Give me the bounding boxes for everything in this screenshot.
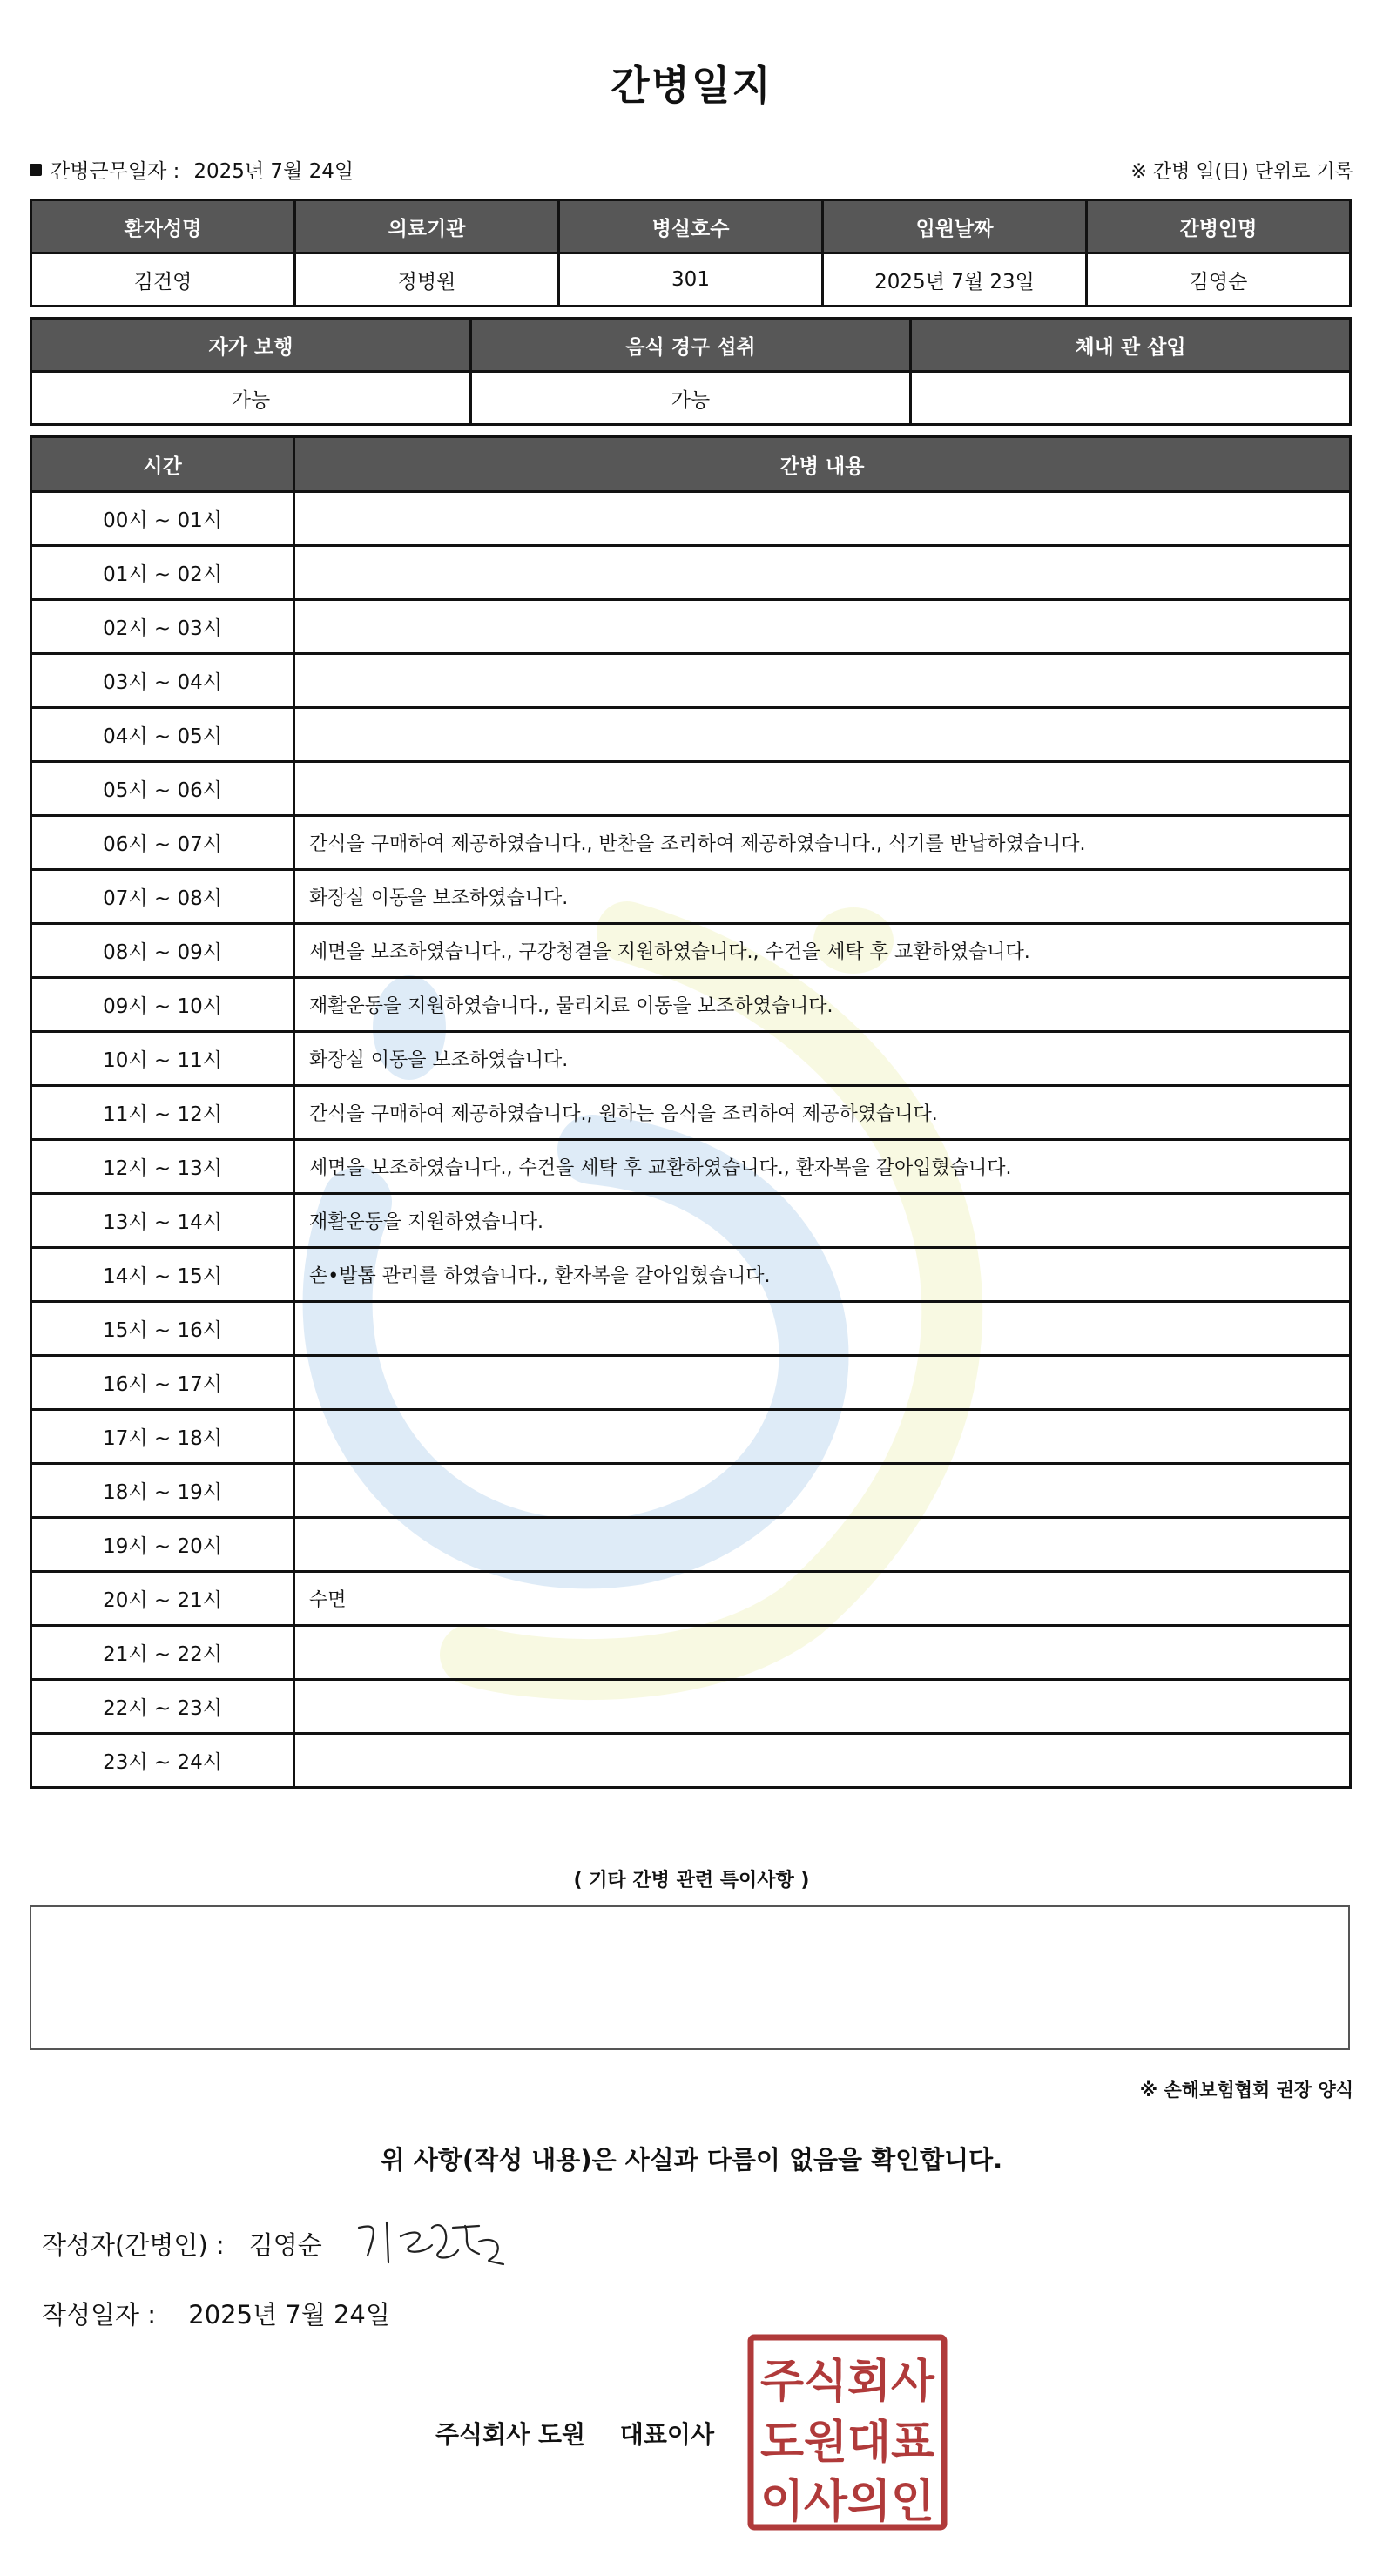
- remarks-box: [30, 1905, 1350, 2050]
- writer-name: 김영순: [248, 2230, 322, 2260]
- care-log-row: [31, 1086, 1351, 1140]
- care-content-cell: 화장실 이동을 보조하였습니다.: [294, 1032, 1351, 1086]
- care-content-cell: [294, 762, 1351, 816]
- recommended-form-note: ※ 손해보험협회 권장 양식: [1139, 2080, 1353, 2101]
- care-log-row: [31, 924, 1351, 978]
- work-date-line: [30, 155, 354, 184]
- care-content-cell: [294, 1410, 1351, 1464]
- time-slot-cell: 18시 ~ 19시: [31, 1464, 294, 1518]
- time-slot-cell: 19시 ~ 20시: [31, 1518, 294, 1572]
- care-log-row: [31, 654, 1351, 708]
- time-slot-cell: 02시 ~ 03시: [31, 600, 294, 654]
- care-log-row: [31, 1356, 1351, 1410]
- care-log-row: [31, 1248, 1351, 1302]
- header-admission-date: 입원날짜: [823, 200, 1087, 253]
- time-slot-cell: 16시 ~ 17시: [31, 1356, 294, 1410]
- care-content-cell: [294, 600, 1351, 654]
- care-content-cell: [294, 546, 1351, 600]
- handwritten-signature: [348, 2202, 523, 2280]
- time-slot-cell: 23시 ~ 24시: [31, 1734, 294, 1788]
- care-log-row: [31, 1626, 1351, 1680]
- self-walking-cell: 가능: [31, 372, 471, 425]
- care-log-header-row: [31, 437, 1351, 492]
- header-self-walking: 자가 보행: [31, 319, 471, 372]
- care-log-row: [31, 762, 1351, 816]
- oral-intake-cell: 가능: [471, 372, 911, 425]
- care-content-cell: [294, 1302, 1351, 1356]
- care-log-row: [31, 1518, 1351, 1572]
- header-room-number: 병실호수: [559, 200, 823, 253]
- company-name: 주식회사 도원: [435, 2420, 586, 2449]
- header-medical-institution: 의료기관: [295, 200, 559, 253]
- care-log-row: [31, 600, 1351, 654]
- record-unit-note: ※ 간병 일(日) 단위로 기록: [1130, 161, 1353, 183]
- care-log-row: [31, 1410, 1351, 1464]
- care-log-row: [31, 978, 1351, 1032]
- bullet-square-icon: [30, 164, 42, 176]
- time-slot-cell: 03시 ~ 04시: [31, 654, 294, 708]
- time-slot-cell: 01시 ~ 02시: [31, 546, 294, 600]
- time-slot-cell: 20시 ~ 21시: [31, 1572, 294, 1626]
- time-slot-cell: 06시 ~ 07시: [31, 816, 294, 870]
- time-slot-cell: 14시 ~ 15시: [31, 1248, 294, 1302]
- company-seal-stamp: [747, 2334, 948, 2531]
- patient-info-table: [30, 199, 1352, 307]
- care-content-cell: [294, 1680, 1351, 1734]
- header-patient-name: 환자성명: [31, 200, 295, 253]
- writer-label: 작성자(간병인) :: [42, 2230, 225, 2260]
- patient-status-header-row: [31, 319, 1351, 372]
- representative-title: 대표이사: [619, 2420, 714, 2449]
- care-content-cell: 간식을 구매하여 제공하였습니다., 반찬을 조리하여 제공하였습니다., 식기를 반납하였습니다.: [294, 816, 1351, 870]
- care-content-cell: 간식을 구매하여 제공하였습니다., 원하는 음식을 조리하여 제공하였습니다.: [294, 1086, 1351, 1140]
- time-slot-cell: 13시 ~ 14시: [31, 1194, 294, 1248]
- care-content-cell: [294, 708, 1351, 762]
- care-log-row: [31, 1140, 1351, 1194]
- care-content-cell: 세면을 보조하였습니다., 구강청결을 지원하였습니다., 수건을 세탁 후 교환하였습니다.: [294, 924, 1351, 978]
- tube-insertion-cell: [911, 372, 1351, 425]
- writer-line: [42, 2226, 322, 2262]
- care-content-cell: [294, 1734, 1351, 1788]
- patient-name-cell: 김건영: [31, 253, 295, 307]
- patient-info-value-row: [31, 253, 1351, 307]
- care-log-row: [31, 816, 1351, 870]
- time-slot-cell: 10시 ~ 11시: [31, 1032, 294, 1086]
- time-slot-cell: 05시 ~ 06시: [31, 762, 294, 816]
- company-line: [435, 2416, 714, 2451]
- care-log-body: [31, 492, 1351, 1788]
- care-log-row: [31, 546, 1351, 600]
- time-slot-cell: 09시 ~ 10시: [31, 978, 294, 1032]
- time-slot-cell: 08시 ~ 09시: [31, 924, 294, 978]
- care-log-table: [30, 435, 1352, 1789]
- patient-status-table: [30, 317, 1352, 426]
- care-log-row: [31, 1680, 1351, 1734]
- care-log-row: [31, 1302, 1351, 1356]
- svg-text:주식회사: 주식회사: [760, 2356, 935, 2408]
- care-log-row: [31, 1464, 1351, 1518]
- document-title: 간병일지: [611, 62, 772, 109]
- patient-info-header-row: [31, 200, 1351, 253]
- time-slot-cell: 11시 ~ 12시: [31, 1086, 294, 1140]
- written-date-label: 작성일자 :: [42, 2300, 157, 2330]
- care-content-cell: 세면을 보조하였습니다., 수건을 세탁 후 교환하였습니다., 환자복을 갈아입혔습니다.: [294, 1140, 1351, 1194]
- patient-status-value-row: [31, 372, 1351, 425]
- care-content-cell: [294, 654, 1351, 708]
- work-date-label: 간병근무일자 :: [51, 160, 180, 183]
- time-slot-cell: 22시 ~ 23시: [31, 1680, 294, 1734]
- care-log-row: [31, 1194, 1351, 1248]
- care-content-cell: 재활운동을 지원하였습니다., 물리치료 이동을 보조하였습니다.: [294, 978, 1351, 1032]
- care-content-cell: 화장실 이동을 보조하였습니다.: [294, 870, 1351, 924]
- header-oral-intake: 음식 경구 섭취: [471, 319, 911, 372]
- care-content-cell: 손•발톱 관리를 하였습니다., 환자복을 갈아입혔습니다.: [294, 1248, 1351, 1302]
- time-slot-cell: 04시 ~ 05시: [31, 708, 294, 762]
- remarks-label: ( 기타 간병 관련 특이사항 ): [573, 1870, 810, 1892]
- time-slot-cell: 21시 ~ 22시: [31, 1626, 294, 1680]
- header-care-content: 간병 내용: [294, 437, 1351, 492]
- care-content-cell: [294, 492, 1351, 546]
- svg-text:도원대표: 도원대표: [760, 2417, 934, 2469]
- care-log-row: [31, 708, 1351, 762]
- written-date-value: 2025년 7월 24일: [188, 2300, 390, 2330]
- header-caregiver-name: 간병인명: [1087, 200, 1351, 253]
- care-content-cell: [294, 1356, 1351, 1410]
- medical-institution-cell: 정병원: [295, 253, 559, 307]
- header-time: 시간: [31, 437, 294, 492]
- admission-date-cell: 2025년 7월 23일: [823, 253, 1087, 307]
- care-log-row: [31, 1734, 1351, 1788]
- work-date-value: 2025년 7월 24일: [193, 160, 354, 183]
- time-slot-cell: 17시 ~ 18시: [31, 1410, 294, 1464]
- caregiver-name-cell: 김영순: [1087, 253, 1351, 307]
- svg-text:이사의인: 이사의인: [760, 2476, 934, 2528]
- care-log-row: [31, 1572, 1351, 1626]
- confirmation-statement: 위 사항(작성 내용)은 사실과 다름이 없음을 확인합니다.: [380, 2145, 1003, 2175]
- time-slot-cell: 15시 ~ 16시: [31, 1302, 294, 1356]
- care-log-row: [31, 870, 1351, 924]
- care-content-cell: [294, 1518, 1351, 1572]
- care-content-cell: 수면: [294, 1572, 1351, 1626]
- care-content-cell: 재활운동을 지원하였습니다.: [294, 1194, 1351, 1248]
- header-tube-insertion: 체내 관 삽입: [911, 319, 1351, 372]
- written-date-line: [42, 2296, 390, 2331]
- time-slot-cell: 12시 ~ 13시: [31, 1140, 294, 1194]
- care-content-cell: [294, 1626, 1351, 1680]
- care-content-cell: [294, 1464, 1351, 1518]
- care-log-row: [31, 1032, 1351, 1086]
- time-slot-cell: 07시 ~ 08시: [31, 870, 294, 924]
- time-slot-cell: 00시 ~ 01시: [31, 492, 294, 546]
- room-number-cell: 301: [559, 253, 823, 307]
- care-log-row: [31, 492, 1351, 546]
